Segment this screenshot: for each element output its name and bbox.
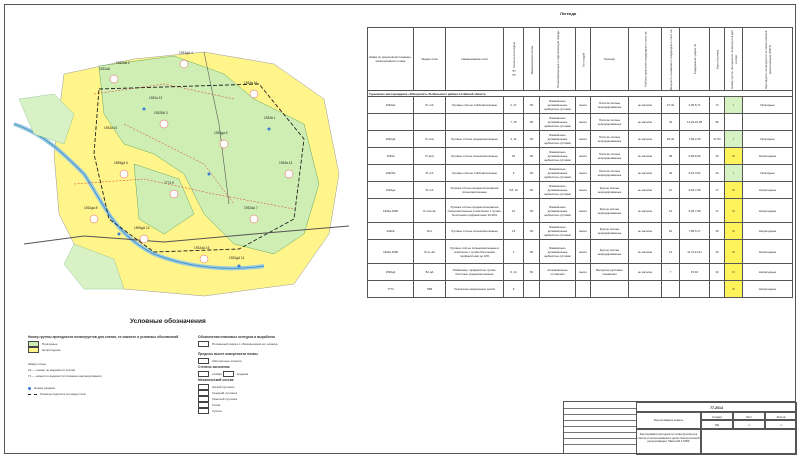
cell-status: Непригодные: [743, 199, 793, 223]
table-header-5: Почвообразующие и подстилающие породы: [540, 28, 576, 91]
cell-status: [743, 114, 793, 131]
cell-rock: Элювиально-делювиальные щебнистые суглинки: [540, 240, 576, 264]
map-label: 1932аА: [99, 67, 110, 71]
map-label: 1932дА 4: [179, 51, 193, 55]
cell-humus: 14,29-16,38: [680, 114, 710, 131]
cell-index: ПКБ: [414, 281, 446, 298]
cell-index: Лг-влА: [414, 148, 446, 165]
map-label: 1599дА 14: [134, 226, 150, 230]
map-label: 1932в 13: [279, 161, 293, 165]
cell-thick: 7: [662, 264, 680, 281]
table-row: [368, 182, 793, 199]
cell-depth: не засолен: [629, 131, 662, 148]
cell-suit: I: [725, 165, 743, 182]
mech-label-4: Глина: [212, 403, 221, 407]
cell-relief: Пологие склоны неэродированные: [591, 97, 629, 114]
cell-bonit: 44: [710, 165, 725, 182]
cell-suit: III: [725, 264, 743, 281]
table-header-3: №№ почвенных контуров: [504, 28, 524, 91]
cell-relief: Крутые склоны неэродированные: [591, 182, 629, 199]
cell-name: Техногенно-нарушенные земли: [446, 281, 504, 298]
map-label: 1932а 12: [149, 96, 163, 100]
title-block: [563, 401, 796, 454]
stamp-subtitle: Картограмма пригодности почвогрунтов для снятия и использования в целях биологической рекультивации, Масштаб 1:5000: [636, 429, 701, 455]
cell-code: 1933а: [368, 148, 414, 165]
unsuitable-label: Непригодные: [42, 348, 61, 352]
soil-pit-label: Номер разреза: [34, 386, 56, 390]
cell-humus: [680, 281, 710, 298]
cell-rock: Элювиально-делювиальные щебнистые суглинки: [540, 148, 576, 165]
cell-relief: Крутые склоны неэродированные: [591, 199, 629, 223]
cell-suit: III: [725, 281, 743, 298]
stamp-code: 77-2014: [636, 402, 797, 412]
group-title: Гурьевское месторождение «Обнорского» Рыбальского района Алтайской области: [368, 91, 793, 97]
cell-relief: Пологие склоны неэродированные: [591, 148, 629, 165]
density-title: Степень засоления: [198, 365, 230, 369]
stamp-stage: РД: [701, 420, 733, 429]
cell-code: 1932в: [368, 223, 414, 240]
table-title: Легенда: [560, 11, 577, 16]
cell-thick: [662, 281, 680, 298]
table-header-1: Индекс почв: [414, 28, 446, 91]
cell-humus: 7,96-2,45: [680, 131, 710, 148]
planned-works-label: Почвенный разрез с обозначением его номера: [212, 342, 278, 346]
contour-note-2: А1 — номер по ведомости снятия: [28, 368, 76, 372]
cell-rock: Элювиально-делювиальные щебнистые суглинки: [540, 182, 576, 199]
cell-bonit: [710, 281, 725, 298]
cell-bonit: 17: [710, 182, 725, 199]
soil-pit-icon: [28, 387, 31, 390]
cell-rock: Элювиально-делювиальные щебнистые суглинки: [540, 97, 576, 114]
cell-code: 1932в-1996: [368, 240, 414, 264]
cell-mech: ЛС: [524, 148, 540, 165]
cell-humus: 7,98-5,17: [680, 223, 710, 240]
cell-contours: 16: [504, 148, 524, 165]
cell-suit: III: [725, 223, 743, 240]
map-label: 1933а 10: [104, 126, 118, 130]
cell-depth: не засолен: [629, 148, 662, 165]
cell-mech: ЛС: [524, 165, 540, 182]
cell-index: Лг-сгА: [414, 182, 446, 199]
cell-suit: III: [725, 240, 743, 264]
cell-thick: 10: [662, 223, 680, 240]
mech-title: Механический состав: [198, 378, 234, 382]
cell-humus: 6,09-6,99: [680, 148, 710, 165]
cell-status: Непригодные: [743, 240, 793, 264]
cell-bonit: 74: [710, 97, 725, 114]
contour-note-1: Шифр почвы: [28, 362, 46, 366]
table-row: [368, 281, 793, 298]
cell-contours: 5,8, 16: [504, 182, 524, 199]
planned-works-title: Обозначения плановых контуров и выработок: [198, 335, 275, 339]
cell-code: 1932да: [368, 182, 414, 199]
map-label: 1932да 5: [214, 131, 228, 135]
cell-code: 1932аА: [368, 97, 414, 114]
density-label-1: слабая: [212, 372, 222, 376]
table-header-9: Мощность снимаемого плодородного слоя, см: [662, 28, 680, 91]
cell-mech: ЛС: [524, 114, 540, 131]
map-label: 1933а 16: [244, 81, 258, 85]
map-label: 1599дА 6: [114, 161, 128, 165]
table-row: [368, 264, 793, 281]
cell-code: [368, 114, 414, 131]
cell-relief: Крутые склоны неэродированные: [591, 223, 629, 240]
table-row: [368, 114, 793, 131]
map-label: 1932да 8: [84, 206, 98, 210]
cell-code: 1932дА: [368, 131, 414, 148]
cell-name: Луговые слитые среднесолончакоые сильнозасоленные в комплексе с лугово-болотными торфянистыми 10-30%: [446, 199, 504, 223]
cell-bonit: 17: [710, 199, 725, 223]
mech-label-5: Супесь: [212, 409, 223, 413]
cell-thick: 12: [662, 182, 680, 199]
cell-contours: 9: [504, 281, 524, 298]
cell-status: Непригодные: [743, 264, 793, 281]
cell-name: Луговые слитые сильнозасоленные: [446, 223, 504, 240]
cell-land: выгон: [576, 182, 591, 199]
cell-relief: [591, 281, 629, 298]
table-header-row: [368, 28, 793, 91]
legend: [28, 330, 358, 440]
cell-bonit: 47-54: [710, 131, 725, 148]
cell-mech: [524, 281, 540, 298]
planned-works-icon: [198, 341, 209, 347]
cell-mech: ЛС: [524, 182, 540, 199]
cell-status: Непригодные: [743, 223, 793, 240]
table-header-8: Глубина залегания плодородного слоя, см: [629, 28, 662, 91]
soil-map: [4, 4, 354, 304]
cell-humus: 6,49-7,98: [680, 182, 710, 199]
table-header-11: Балл бонитета: [710, 28, 725, 91]
cell-depth: не засолен: [629, 264, 662, 281]
cell-humus: 11,72-11,51: [680, 240, 710, 264]
cell-land: выгон: [576, 97, 591, 114]
cell-depth: [629, 281, 662, 298]
cell-depth: не засолен: [629, 223, 662, 240]
table-header-2: Наименование почв: [446, 28, 504, 91]
cell-relief: Пологие склоны неэродированные: [591, 131, 629, 148]
cell-humus: 6,06-7,98: [680, 199, 710, 223]
table-row: [368, 97, 793, 114]
cell-thick: 12: [662, 199, 680, 223]
cell-mech: ЛС: [524, 264, 540, 281]
cell-status: Пригодные: [743, 131, 793, 148]
stamp-title: Рекультивация земель: [636, 412, 701, 429]
cell-index: Лг-сгА: [414, 165, 446, 182]
cell-contours: 6, 14: [504, 264, 524, 281]
cell-depth: не засолен: [629, 165, 662, 182]
stamp-stage-label: Стадия: [701, 412, 733, 420]
stamp-org: [701, 429, 797, 455]
cell-index: Лг-сгА+Ко: [414, 199, 446, 223]
cell-land: выгон: [576, 240, 591, 264]
cell-rock: Элювиально-делювиальные щебнистые суглинки: [540, 165, 576, 182]
table-header-13: Пригодность почвогрунтов по биологической рекультивации (ГОСТ): [743, 28, 793, 91]
cell-status: Непригодные: [743, 148, 793, 165]
mech-label-3: Тяжелый суглинок: [212, 397, 238, 401]
cell-land: выгон: [576, 264, 591, 281]
cell-bonit: 33: [710, 148, 725, 165]
cell-index: Лг-хлА: [414, 131, 446, 148]
map-label: 1932аА 2: [116, 61, 130, 65]
cell-depth: не засолен: [629, 97, 662, 114]
cell-suit: [725, 114, 743, 131]
cell-mech: ЛС: [524, 131, 540, 148]
cell-land: [576, 281, 591, 298]
table-row: [368, 131, 793, 148]
unsuitable-swatch: [28, 347, 39, 353]
boundary-icon: [28, 394, 37, 395]
cell-status: Непригодные: [743, 281, 793, 298]
cell-name: Луговые слитые среднесолончакоые сильнозасоленные: [446, 182, 504, 199]
legend-title: Условные обозначения: [130, 318, 206, 325]
stamp-sheet-label: Лист: [733, 412, 765, 420]
table-row: [368, 240, 793, 264]
table-header-6: Тип угодий: [576, 28, 591, 91]
map-label: 7774 9: [164, 181, 174, 185]
soil-legend-table: [367, 27, 793, 298]
cell-status: Пригодные: [743, 165, 793, 182]
cell-thick: 43: [662, 114, 680, 131]
cell-contours: 1: [504, 240, 524, 264]
cell-land: выгон: [576, 199, 591, 223]
cell-index: Бл.дА: [414, 264, 446, 281]
cell-rock: Элювиально-делювиальные щебнистые суглинки: [540, 199, 576, 223]
cell-humus: 15,94: [680, 264, 710, 281]
cell-contours: 3: [504, 165, 524, 182]
cell-name: Луговые слитые сильнозасоленные в комплексе с лугово-болотными торфянистыми до 10%: [446, 240, 504, 264]
cell-suit: III: [725, 199, 743, 223]
mech-label-1: Легкий суглинок: [212, 385, 235, 389]
cell-relief: Пологие склоны неэродированные: [591, 114, 629, 131]
cell-depth: не засолен: [629, 182, 662, 199]
cell-name: [446, 114, 504, 131]
cell-land: выгон: [576, 165, 591, 182]
suitability-title: Номер группы пригодности почвогрунтов для снятия, ее нижнего и условных обозначений: [28, 335, 179, 339]
table-header-4: Механический состав: [524, 28, 540, 91]
cell-contours: 7, 15: [504, 114, 524, 131]
cell-rock: Аллювиальные отложения: [540, 264, 576, 281]
cell-humus: 3,05-5,71: [680, 97, 710, 114]
boundary-label: Граница подсчета площади почв: [40, 392, 86, 396]
cell-index: Лг-сг+Ко: [414, 240, 446, 264]
cell-suit: I: [725, 97, 743, 114]
cell-code: 1932а-1996: [368, 199, 414, 223]
cell-depth: не засолен: [629, 199, 662, 223]
table-header-0: Шифр по результатам почвенно-мелиоративного плана: [368, 28, 414, 91]
density-label-2: средняя: [236, 372, 249, 376]
cell-bonit: 15: [710, 223, 725, 240]
contour-note-3: Г1 — номер по ведомости почвенно-мелиоративного: [28, 374, 103, 378]
table-row: [368, 165, 793, 182]
cell-status: Непригодные: [743, 182, 793, 199]
suitable-label: Пригодные: [42, 342, 58, 346]
cell-thick: 14: [662, 240, 680, 264]
cell-land: выгон: [576, 223, 591, 240]
cell-depth: не засолен: [629, 240, 662, 264]
cell-name: Луговые слитые слабозасоленные: [446, 165, 504, 182]
cell-name: Луговые слитые сильнозасоленные: [446, 148, 504, 165]
table-header-10: Содержание гумуса, %: [680, 28, 710, 91]
cell-depth: не засолен: [629, 114, 662, 131]
cell-humus: 6,01-3,64: [680, 165, 710, 182]
cell-name: Луговые слитые среднезасоленные: [446, 131, 504, 148]
cell-code: 7774: [368, 281, 414, 298]
elevation-label: Абсолютные отметки: [212, 359, 242, 363]
mech-icon-5: [198, 408, 209, 414]
cell-mech: ЛС: [524, 240, 540, 264]
map-label: 1932дА 11: [229, 256, 245, 260]
cell-bonit: 20: [710, 240, 725, 264]
cell-thick: 26-42: [662, 131, 680, 148]
cell-rock: [540, 281, 576, 298]
cell-rock: Элювиально-делювиальные щебнистые суглинки: [540, 114, 576, 131]
cell-code: 1599дА: [368, 264, 414, 281]
stamp-sheets: 1: [765, 420, 797, 429]
cell-bonit: 96: [710, 114, 725, 131]
cell-contours: 2, 17: [504, 97, 524, 114]
cell-suit: III: [725, 148, 743, 165]
cell-suit: I: [725, 131, 743, 148]
map-label: 1932аА 15: [194, 246, 210, 250]
cell-mech: ЛС: [524, 223, 540, 240]
cell-index: [414, 114, 446, 131]
cell-bonit: 33: [710, 264, 725, 281]
cell-rock: Элювиально-делювиальные щебнистые суглинки: [540, 223, 576, 240]
elevation-title: Пределы высот поверхности почвы: [198, 352, 258, 356]
cell-suit: III: [725, 182, 743, 199]
table-row: [368, 148, 793, 165]
cell-status: Пригодные: [743, 97, 793, 114]
cell-contours: 13: [504, 223, 524, 240]
cell-thick: 38: [662, 148, 680, 165]
cell-contours: 12: [504, 199, 524, 223]
cell-land: выгон: [576, 131, 591, 148]
cell-name: Луговые слитые слабозасоленные: [446, 97, 504, 114]
cell-contours: 4, 11: [504, 131, 524, 148]
cell-index: Лг-глА: [414, 97, 446, 114]
cell-rock: Элювиально-делювиальные щебнистые суглинки: [540, 131, 576, 148]
table-row: [368, 199, 793, 223]
cell-relief: Крутые склоны неэродированные: [591, 240, 629, 264]
cell-index: Лгсх: [414, 223, 446, 240]
cell-thick: 40: [662, 165, 680, 182]
map-label: 1932аА 7: [244, 206, 258, 210]
cell-name: Пойменные торфянистые лугово-болотные среднезасоленные: [446, 264, 504, 281]
stamp-sheets-label: Листов: [765, 412, 797, 420]
cell-mech: ЛС: [524, 199, 540, 223]
map-label: 1932в 1: [264, 116, 276, 120]
cell-relief: Пологие склоны неэродированные: [591, 165, 629, 182]
soil-legend-table-wrap: [367, 27, 792, 298]
cell-land: выгон: [576, 114, 591, 131]
cell-code: 1932бА: [368, 165, 414, 182]
cell-land: выгон: [576, 148, 591, 165]
map-label: 1932бА 3: [154, 111, 168, 115]
mech-label-2: Средний суглинок: [212, 391, 238, 395]
table-header-12: Номер группы пригодности почвогрунтов для снятия: [725, 28, 743, 91]
stamp-sheet: 1: [733, 420, 765, 429]
table-row: [368, 223, 793, 240]
cell-relief: Выпуклые русловые понижения: [591, 264, 629, 281]
table-header-7: Рельеф: [591, 28, 629, 91]
cell-thick: 27-42: [662, 97, 680, 114]
cell-mech: ЛС: [524, 97, 540, 114]
